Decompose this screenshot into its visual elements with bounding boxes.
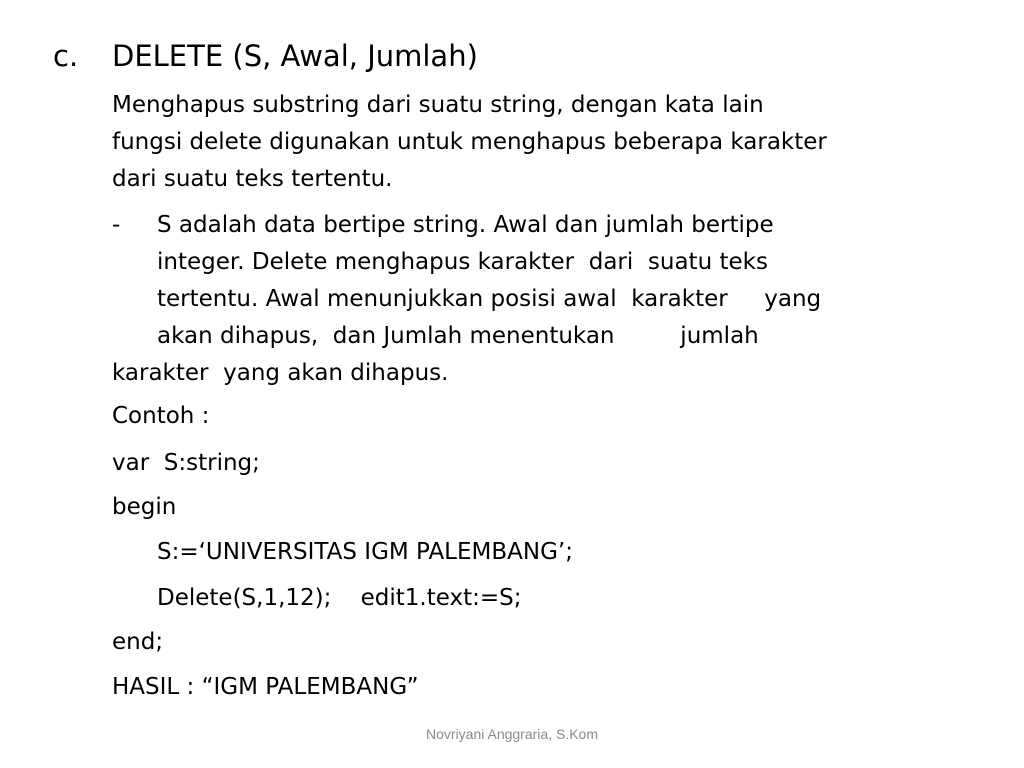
footer-author: Novriyani Anggraria, S.Kom	[426, 726, 598, 742]
bullet-line-1: S adalah data bertipe string. Awal dan jumlah bertipe	[157, 212, 774, 238]
code-line-5: end;	[112, 629, 164, 655]
description-line-3: dari suatu teks tertentu.	[112, 166, 393, 192]
code-line-2: begin	[112, 494, 177, 520]
example-label: Contoh :	[112, 403, 210, 429]
description-line-2: fungsi delete digunakan untuk menghapus beberapa karakter	[112, 129, 827, 155]
slide-title: DELETE (S, Awal, Jumlah)	[112, 39, 478, 73]
bullet-continuation: karakter yang akan dihapus.	[112, 360, 449, 386]
result-line: HASIL : “IGM PALEMBANG”	[112, 674, 419, 700]
bullet-marker: -	[112, 212, 121, 238]
code-line-4: Delete(S,1,12); edit1.text:=S;	[157, 585, 522, 611]
bullet-line-4: akan dihapus, dan Jumlah menentukan jumlah	[157, 323, 759, 349]
heading-marker: c.	[53, 39, 79, 73]
bullet-line-3: tertentu. Awal menunjukkan posisi awal karakter yang	[157, 286, 822, 312]
code-line-1: var S:string;	[112, 450, 260, 476]
description-line-1: Menghapus substring dari suatu string, dengan kata lain	[112, 92, 764, 118]
bullet-line-2: integer. Delete menghapus karakter dari suatu teks	[157, 249, 768, 275]
code-line-3: S:=‘UNIVERSITAS IGM PALEMBANG’;	[157, 539, 573, 565]
